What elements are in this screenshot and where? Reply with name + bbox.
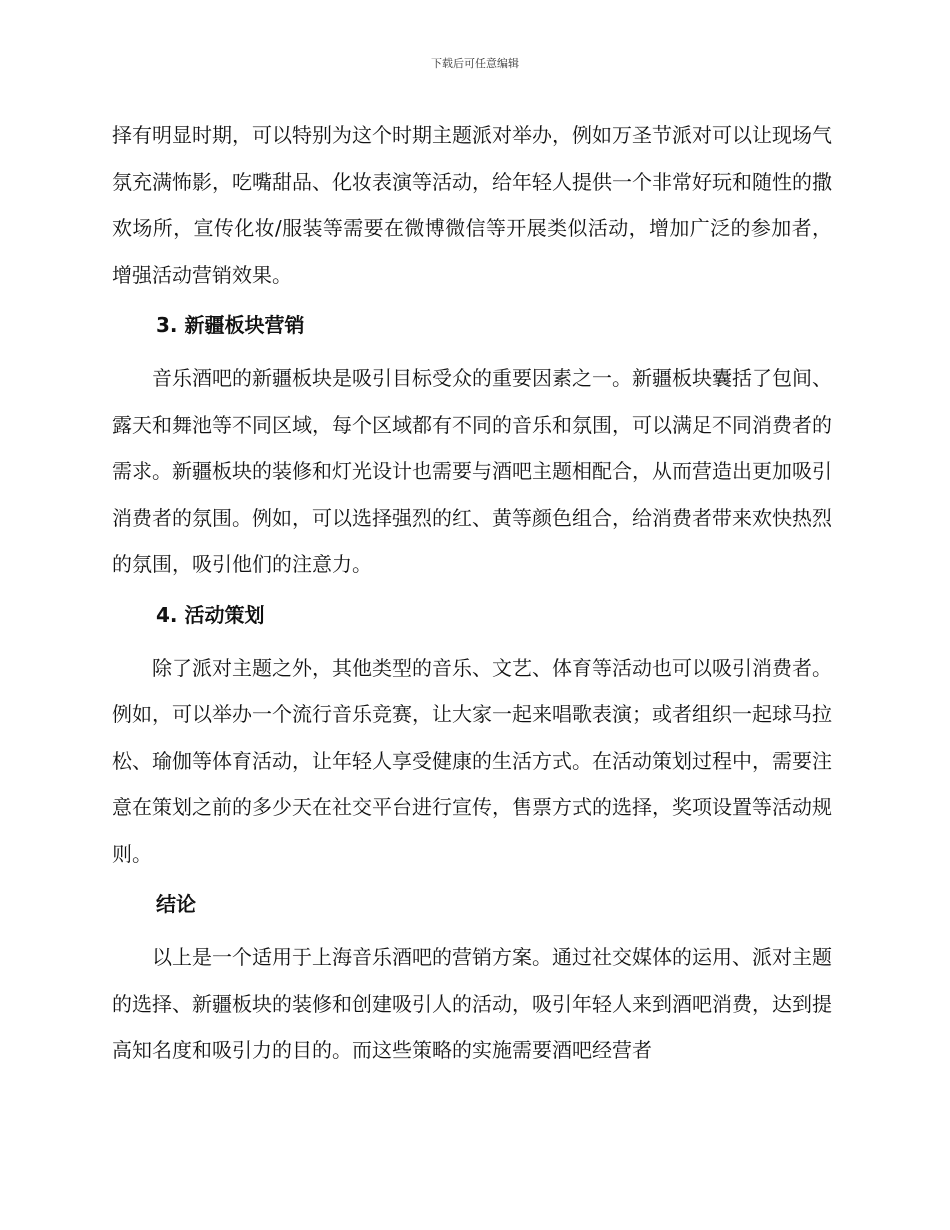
paragraph-section-4: 除了派对主题之外，其他类型的音乐、文艺、体育等活动也可以吸引消费者。例如，可以举办一个流行音乐竞赛，让大家一起来唱歌表演；或者组织一起球马拉松、瑜伽等体育活动，让年轻人享受健康的生活方式。在活动策划过程中，需要注意在策划之前的多少天在社交平台进行宣传，售票方式的选择，奖项设置等活动规则。	[112, 655, 832, 866]
document-body	[112, 112, 832, 1074]
section-heading-3: 3. 新疆板块营销	[156, 313, 305, 337]
paragraph-continued: 择有明显时期，可以特别为这个时期主题派对举办，例如万圣节派对可以让现场气氛充满怖影，吃嘴甜品、化妆表演等活动，给年轻人提供一个非常好玩和随性的撒欢场所，宣传化妆/服装等需要在微博微信等开展类似活动，增加广泛的参加者，增强活动营销效果。	[112, 123, 832, 287]
section-heading-conclusion: 结论	[156, 892, 196, 916]
paragraph-conclusion: 以上是一个适用于上海音乐酒吧的营销方案。通过社交媒体的运用、派对主题的选择、新疆板块的装修和创建吸引人的活动，吸引年轻人来到酒吧消费，达到提高知名度和吸引力的目的。而这些策略的实施需要酒吧经营者	[112, 945, 832, 1062]
paragraph-section-3: 音乐酒吧的新疆板块是吸引目标受众的重要因素之一。新疆板块囊括了包间、露天和舞池等不同区域，每个区域都有不同的音乐和氛围，可以满足不同消费者的需求。新疆板块的装修和灯光设计也需要与酒吧主题相配合，从而营造出更加吸引消费者的氛围。例如，可以选择强烈的红、黄等颜色组合，给消费者带来欢快热烈的氛围，吸引他们的注意力。	[112, 366, 832, 576]
section-heading-4: 4. 活动策划	[156, 602, 265, 627]
page-header: 下载后可任意编辑	[431, 57, 519, 70]
